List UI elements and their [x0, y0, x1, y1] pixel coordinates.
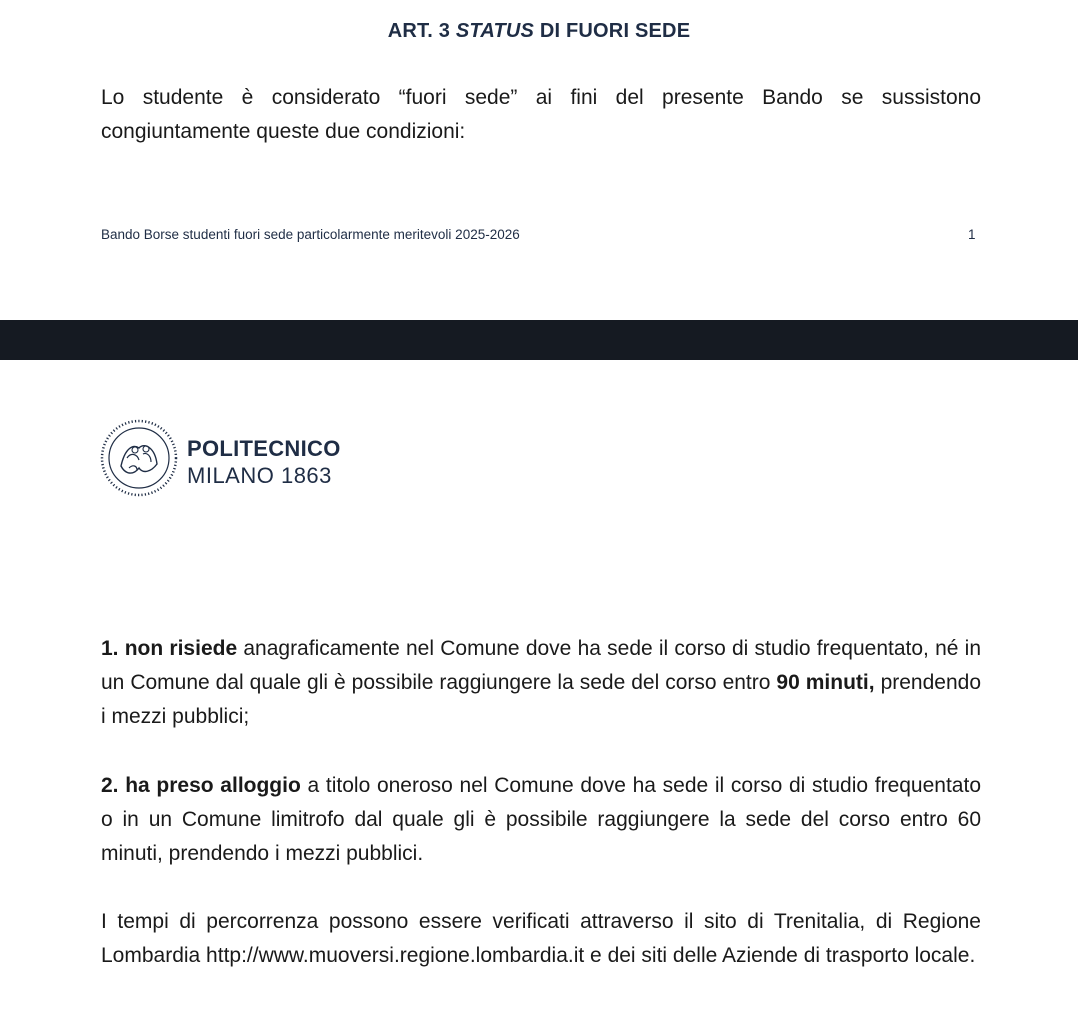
- condition-2-lead: 2. ha preso alloggio: [101, 774, 301, 797]
- page-separator: [0, 320, 1078, 360]
- condition-1-paragraph: [101, 632, 981, 734]
- condition-1-emphasis: 90 minuti,: [776, 671, 875, 694]
- condition-2-text: a titolo oneroso nel Comune dove ha sede il corso di studio frequentato o in un Comune limitrofo dal quale gli è possibile raggiungere la sede del corso entro 60 minuti, prendendo i mezzi pubblici.: [101, 774, 981, 865]
- heading-prefix: ART. 3: [387, 20, 456, 42]
- condition-1-lead: 1. non risiede: [101, 637, 238, 660]
- politecnico-logo: [99, 418, 359, 502]
- seal-icon: [99, 418, 179, 498]
- condition-2-paragraph: [101, 769, 981, 871]
- heading-suffix: DI FUORI SEDE: [534, 20, 691, 42]
- article-heading: [0, 20, 1078, 43]
- logo-title: POLITECNICO: [187, 436, 341, 461]
- intro-paragraph: Lo studente è considerato “fuori sede” ai fini del presente Bando se sussistono congiuntamente queste due condizioni:: [101, 86, 981, 143]
- condition-1-tail: prendendo i mezzi pubblici;: [101, 671, 981, 728]
- page-number: 1: [968, 227, 976, 242]
- logo-subtitle: MILANO 1863: [187, 463, 332, 488]
- heading-italic: STATUS: [455, 20, 535, 42]
- document-page-top: [0, 0, 1078, 320]
- page-footer-text: Bando Borse studenti fuori sede particolarmente meritevoli 2025-2026: [101, 227, 520, 242]
- condition-1-text: anagraficamente nel Comune dove ha sede il corso di studio frequentato, né in un Comune dal quale gli è possibile raggiungere la sede del corso entro: [101, 637, 982, 694]
- travel-time-note: I tempi di percorrenza possono essere verificati attraverso il sito di Trenitalia, di Regione Lombardia http://www.muoversi.regione.lombardia.it e dei siti delle Aziende di trasporto locale.: [101, 910, 981, 967]
